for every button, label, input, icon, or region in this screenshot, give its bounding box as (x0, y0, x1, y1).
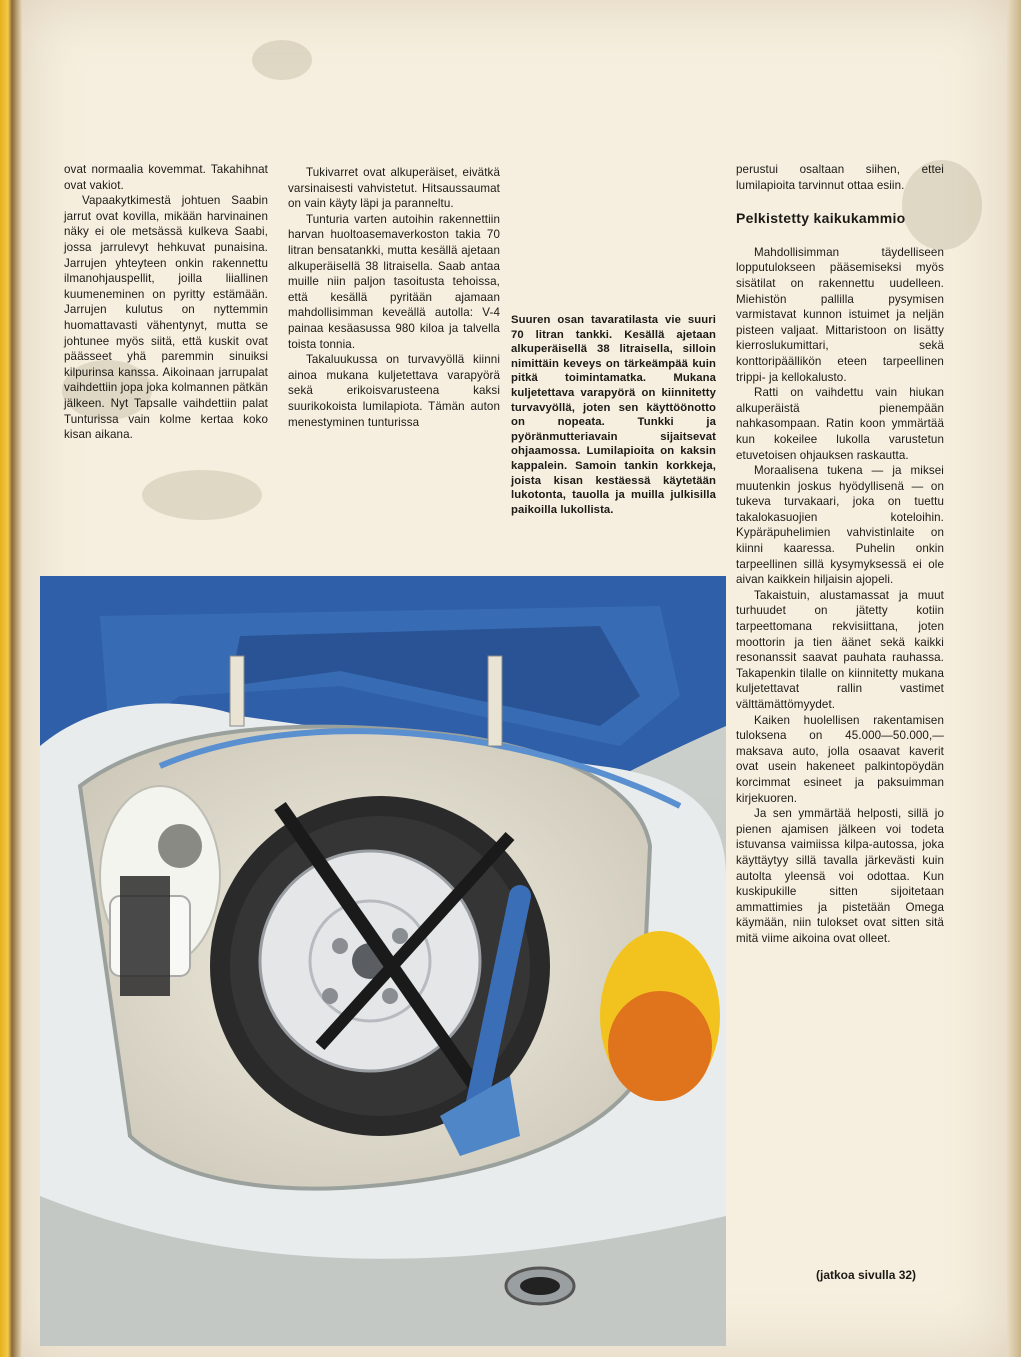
paragraph: Takaluukussa on turvavyöllä kiinni ainoa mukana kuljetettava varapyörä sekä erikoisvarusteena kaksi suurikokoista lumilapiota. Tämän auton menestyminen tunturissa (288, 353, 500, 429)
paragraph: ovat normaalia kovemmat. Takahihnat ovat vakiot. (64, 163, 268, 192)
paragraph: Vapaakytkimestä johtuen Saabin jarrut ovat kovilla, mikään harvinainen näky ei ole metsässä kulkeva Saabi, jossa jarrulevyt hehkuvat punaisina. Jarrujen yhteyteen onkin rakennettu ilmanohjauspellit, joilla liiallinen kuumeneminen on pyritty estämään. Jarrujen kulutus on nyttemmin huomattavasti vähentynyt, mutta se johtunee myös siitä, että kuskit ovat päässeet yhä paremmin sinuiksi kilpurinsa kanssa. Aikoinaan jarrupalat vaihdettiin jopa joka kolmannen pätkän jälkeen. Nyt Tapsalle vaihdettiin palat Tunturissa vain kolme kertaa koko kisan aikana. (64, 194, 268, 442)
paragraph: Ja sen ymmärtää helposti, sillä jo pienen ajamisen jälkeen voi todeta istuvansa vaimiissa kilpa-autossa, joka käyttäytyy sillä tavalla järkevästi kuin autolta yleensä voi odottaa. Kun kuskipukille sitten sijoitetaan ammattimies ja pistetään Omega käymään, niin tulokset ovat sitten sitä mitä viime aikoina ovat olleet. (736, 807, 944, 945)
article-column-4 (736, 162, 944, 947)
caption-text: Suuren osan tavaratilasta vie suuri 70 litran tankki. Kesällä ajetaan alkuperäisellä 38 litraisella, silloin nimittäin keveys on tärkeämpää kuin pitkä toimintamatka. Mukana kuljetettava varapyörä on kiinnitetty turvavyöllä, joten sen käyttöönotto on nopeata. Tunkki ja pyöränmutteriavain sijaitsevat ohjaamossa. Lumilapioita on kaksin kappalein. Samoin tankin korkkeja, joista kisan kestäessä käytetään lukotonta, tauolla ja muilla julkisilla paikoilla lukollista. (511, 314, 716, 516)
paragraph: Moraalisena tukena — ja miksei muutenkin joskus hyödyllisenä — on tukeva turvakaari, joka on tuettu takalokasuojien koteloihin. Kypäräpuhelimien vahvistinlaite on kiinni kaaressa. Puhelin onkin tarpeellinen sillä kysymyksessä ei ole aivan kaikkein hiljaisin ajopeli. (736, 464, 944, 587)
photo-caption (511, 313, 716, 517)
page-binding-edge (0, 0, 22, 1357)
paragraph: perustui osaltaan siihen, ettei lumilapioita tarvinnut ottaa esiin. (736, 163, 944, 192)
paragraph: Tukivarret ovat alkuperäiset, eivätkä varsinaisesti vahvistetut. Hitsaussaumat on vain käyty läpi ja paranneltu. (288, 166, 500, 211)
page-right-edge (1007, 0, 1021, 1357)
car-trunk-illustration (40, 576, 726, 1346)
paragraph: Takaistuin, alustamassat ja muut turhuudet on jätetty kotiin tarpeettomana rekvisiittana, joten moottorin ja tien äänet sekä kaikki resonanssit saavat pauhata rauhassa. Takapenkin tilalle on kiinnitetty mukana kuljetettavat rallin vastimet välttämättömyydet. (736, 588, 944, 711)
article-column-1 (64, 162, 268, 443)
continuation-note: (jatkoa sivulla 32) (816, 1268, 917, 1282)
section-heading: Pelkistetty kaikukammio (736, 210, 906, 227)
paragraph: Tunturia varten autoihin rakennettiin harvan huoltoasemaverkoston takia 70 litran bensatankki, mutta kesällä ajetaan alkuperäisellä 38 litraisella. Saab antaa muille niin paljon tasoitusta tehoissa, että kesällä pyritään ajamaan mahdollisimman keveällä autolla: V-4 painaa kesäasussa 980 kiloa ja talvella toista tonnia. (288, 212, 500, 351)
paragraph: Kaiken huolellisen rakentamisen tuloksena on 45.000—50.000,— maksava auto, jolla osaavat kaverit ovat usein hakeneet palkintopöydän korcimmat esineet ja paksuimman kirjekuoren. (736, 713, 944, 805)
paragraph: Mahdollisimman täydelliseen lopputulokseen pääsemiseksi myös sisätilat on rakennettu uudelleen. Miehistön pallilla pysymisen varmistavat kunnon istuimet ja neljän pisteen valjaat. Mittaristoon on lisätty kierroslukumittari, sekä konttoripäällikön eteen tarpeellinen trippi- ja kellokalusto. (736, 245, 944, 384)
article-column-2 (288, 165, 500, 430)
paragraph: Ratti on vaihdettu vain hiukan alkuperäistä pienempään nahkasompaan. Ratin koon ymmärtää kun kokeilee lukolla varustetun etuvetoisen ohjauksen raskautta. (736, 386, 944, 462)
car-trunk-photo (40, 576, 726, 1346)
